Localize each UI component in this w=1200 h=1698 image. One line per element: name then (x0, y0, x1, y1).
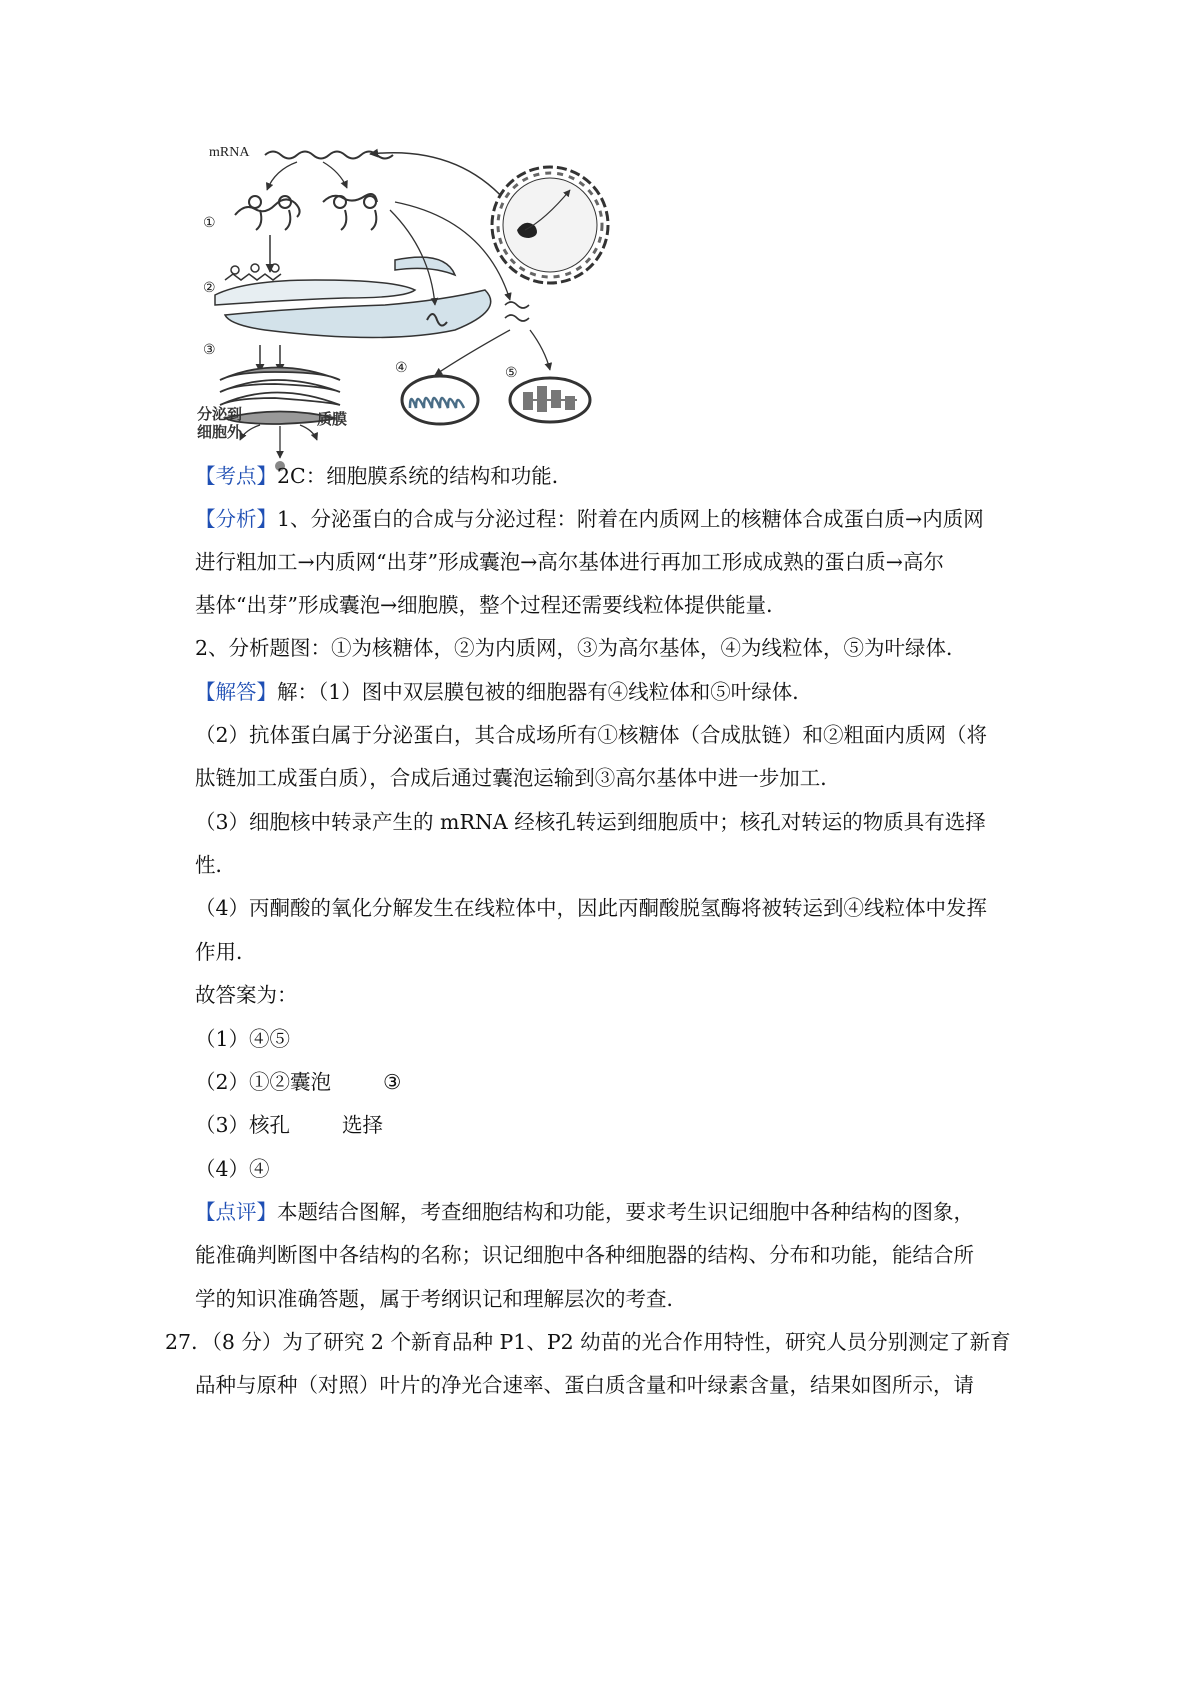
question-27-text-1: （8 分）为了研究 2 个新育品种 P1、P2 幼苗的光合作用特性，研究人员分别测定了新育 (211, 1330, 1011, 1354)
ribosome-group-left (235, 196, 300, 230)
kaodian-tag: 【考点】 (195, 464, 277, 488)
jieda-text-1: 解：（1）图中双层膜包被的细胞器有④线粒体和⑤叶绿体． (277, 680, 813, 704)
mrna-label: mRNA (209, 145, 250, 160)
dianping-tag: 【点评】 (195, 1200, 277, 1224)
cell-diagram-figure (197, 140, 675, 485)
answer-4: （4）④ (195, 1157, 270, 1181)
fenxi-line-2: 进行粗加工→内质网“出芽”形成囊泡→高尔基体进行再加工形成成熟的蛋白质→高尔 (195, 550, 944, 574)
jieda-line-4: （3）细胞核中转录产生的 mRNA 经核孔转运到细胞质中；核孔对转运的物质具有选择 (195, 810, 986, 834)
jieda-line-5: 性． (195, 853, 236, 877)
nucleus-shape (492, 167, 608, 283)
jieda-line-3: 肽链加工成蛋白质），合成后通过囊泡运输到③高尔基体中进一步加工． (195, 766, 841, 790)
nucleus-to-mrna-arrow (370, 153, 505, 200)
dianping-text-1: 本题结合图解，考查细胞结构和功能，要求考生识记细胞中各种结构的图象， (277, 1200, 974, 1224)
organelle-proteins (505, 302, 529, 321)
chloroplast-shape (510, 378, 590, 422)
fenxi-line-1 (195, 504, 984, 534)
answer-2a: （2）①②囊泡 (195, 1070, 332, 1094)
dianping-line-2: 能准确判断图中各结构的名称；识记细胞中各种细胞器的结构、分布和功能，能结合所 (195, 1243, 974, 1267)
dianping-line-1 (195, 1197, 974, 1227)
fenxi-line-3: 基体“出芽”形成囊泡→细胞膜，整个过程还需要线粒体提供能量． (195, 593, 787, 617)
jieda-line-7: 作用． (195, 940, 257, 964)
label-circle-4: ④ (395, 361, 408, 376)
jieda-tag: 【解答】 (195, 680, 277, 704)
mitochondrion-shape (402, 376, 478, 424)
jieda-line-6: （4）丙酮酸的氧化分解发生在线粒体中，因此丙酮酸脱氢酶将被转运到④线粒体中发挥 (195, 896, 988, 920)
fenxi-line-4: 2、分析题图：①为核糖体，②为内质网，③为高尔基体，④为线粒体，⑤为叶绿体． (195, 636, 967, 660)
question-27-line-1 (165, 1327, 1011, 1357)
fenxi-text-1: 1、分泌蛋白的合成与分泌过程：附着在内质网上的核糖体合成蛋白质→内质网 (277, 507, 984, 531)
jieda-line-1 (195, 677, 813, 707)
kaodian-line (195, 461, 572, 491)
dianping-line-3: 学的知识准确答题，属于考纲识记和理解层次的考查． (195, 1287, 687, 1311)
label-circle-3: ③ (203, 343, 216, 358)
answer-3a: （3）核孔 (195, 1113, 291, 1137)
ribosome-group-right (323, 194, 377, 230)
kaodian-text: 2C：细胞膜系统的结构和功能． (277, 464, 573, 488)
answer-1: （1）④⑤ (195, 1027, 291, 1051)
answer-intro: 故答案为： (195, 983, 298, 1007)
answer-2 (195, 1067, 401, 1097)
membrane-label: 质膜 (317, 410, 348, 428)
label-circle-2: ② (203, 281, 216, 296)
label-circle-1: ① (203, 216, 216, 231)
answer-2b: ③ (383, 1070, 402, 1094)
fenxi-tag: 【分析】 (195, 507, 277, 531)
mrna-strand (265, 152, 393, 159)
jieda-line-2: （2）抗体蛋白属于分泌蛋白，其合成场所有①核糖体（合成肽链）和②粗面内质网（将 (195, 723, 988, 747)
question-27-line-2: 品种与原种（对照）叶片的净光合速率、蛋白质含量和叶绿素含量，结果如图所示，请 (195, 1373, 974, 1397)
secrete-label-line1: 分泌到 (197, 405, 243, 423)
answer-3b: 选择 (342, 1113, 384, 1137)
answer-3 (195, 1110, 383, 1140)
secrete-label-line2: 细胞外 (197, 423, 243, 441)
endoplasmic-reticulum-shape (215, 257, 491, 337)
label-circle-5: ⑤ (505, 366, 518, 381)
question-number: 27． (165, 1330, 212, 1354)
cell-diagram-drawing (205, 140, 675, 485)
bound-ribosomes (225, 264, 281, 280)
